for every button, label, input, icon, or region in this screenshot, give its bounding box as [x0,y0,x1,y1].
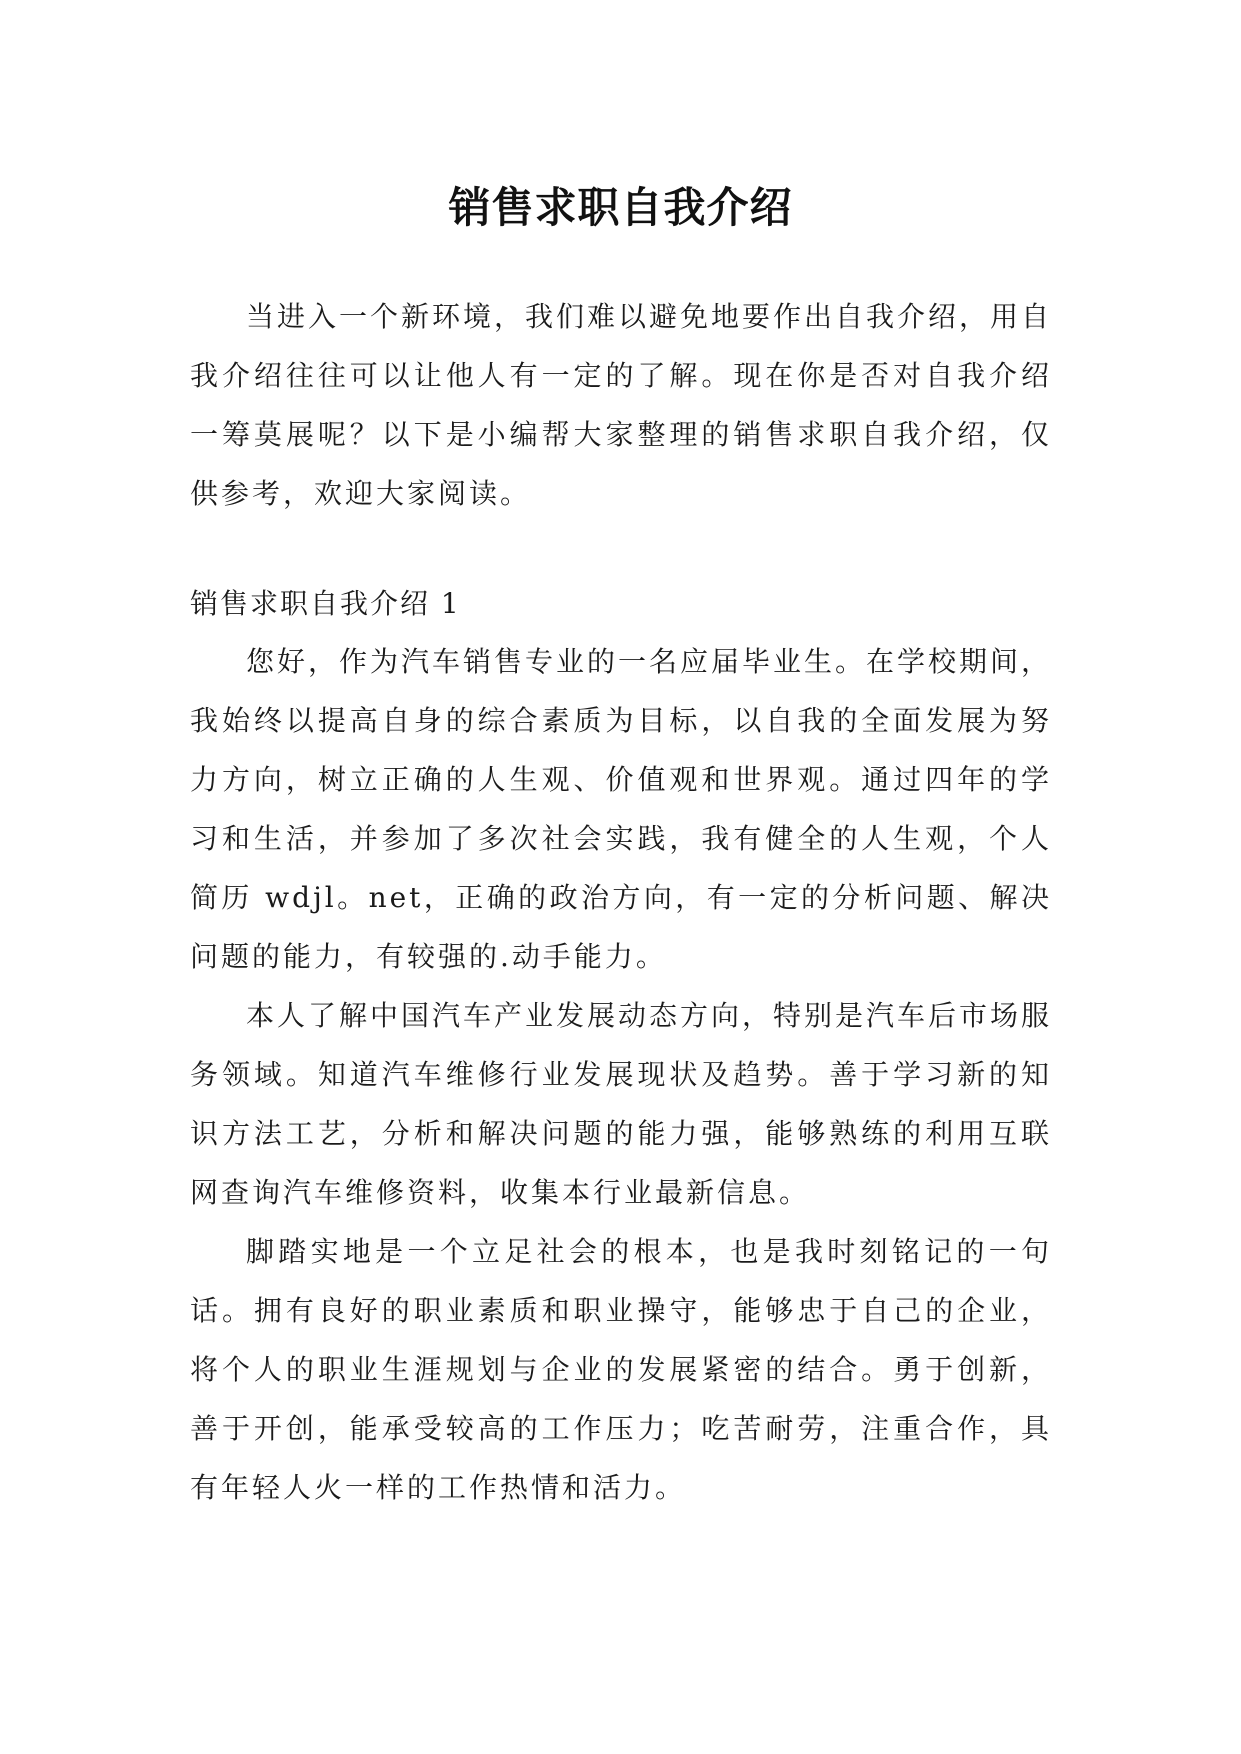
body-paragraph-1: 您好，作为汽车销售专业的一名应届毕业生。在学校期间，我始终以提高自身的综合素质为目标，以自我的全面发展为努力方向，树立正确的人生观、价值观和世界观。通过四年的学习和生活，并参加了多次社会实践，我有健全的人生观，个人简历 wdjl。net，正确的政治方向，有一定的分析问题、解决问题的能力，有较强的.动手能力。 [190,645,1053,973]
body-paragraph-2: 本人了解中国汽车产业发展动态方向，特别是汽车后市场服务领域。知道汽车维修行业发展现状及趋势。善于学习新的知识方法工艺，分析和解决问题的能力强，能够熟练的利用互联网查询汽车维修资料，收集本行业最新信息。 [190,999,1053,1209]
intro-section [190,287,1052,523]
section-body [190,632,1052,1517]
page-title: 销售求职自我介绍 [448,183,793,233]
intro-paragraph: 当进入一个新环境，我们难以避免地要作出自我介绍，用自我介绍往往可以让他人有一定的了解。现在你是否对自我介绍一筹莫展呢？以下是小编帮大家整理的销售求职自我介绍，仅供参考，欢迎大家阅读。 [190,300,1053,510]
section-heading: 销售求职自我介绍 1 [190,587,461,620]
body-paragraph-3: 脚踏实地是一个立足社会的根本，也是我时刻铭记的一句话。拥有良好的职业素质和职业操守，能够忠于自己的企业，将个人的职业生涯规划与企业的发展紧密的结合。勇于创新，善于开创，能承受较高的工作压力；吃苦耐劳，注重合作，具有年轻人火一样的工作热情和活力。 [190,1235,1052,1504]
